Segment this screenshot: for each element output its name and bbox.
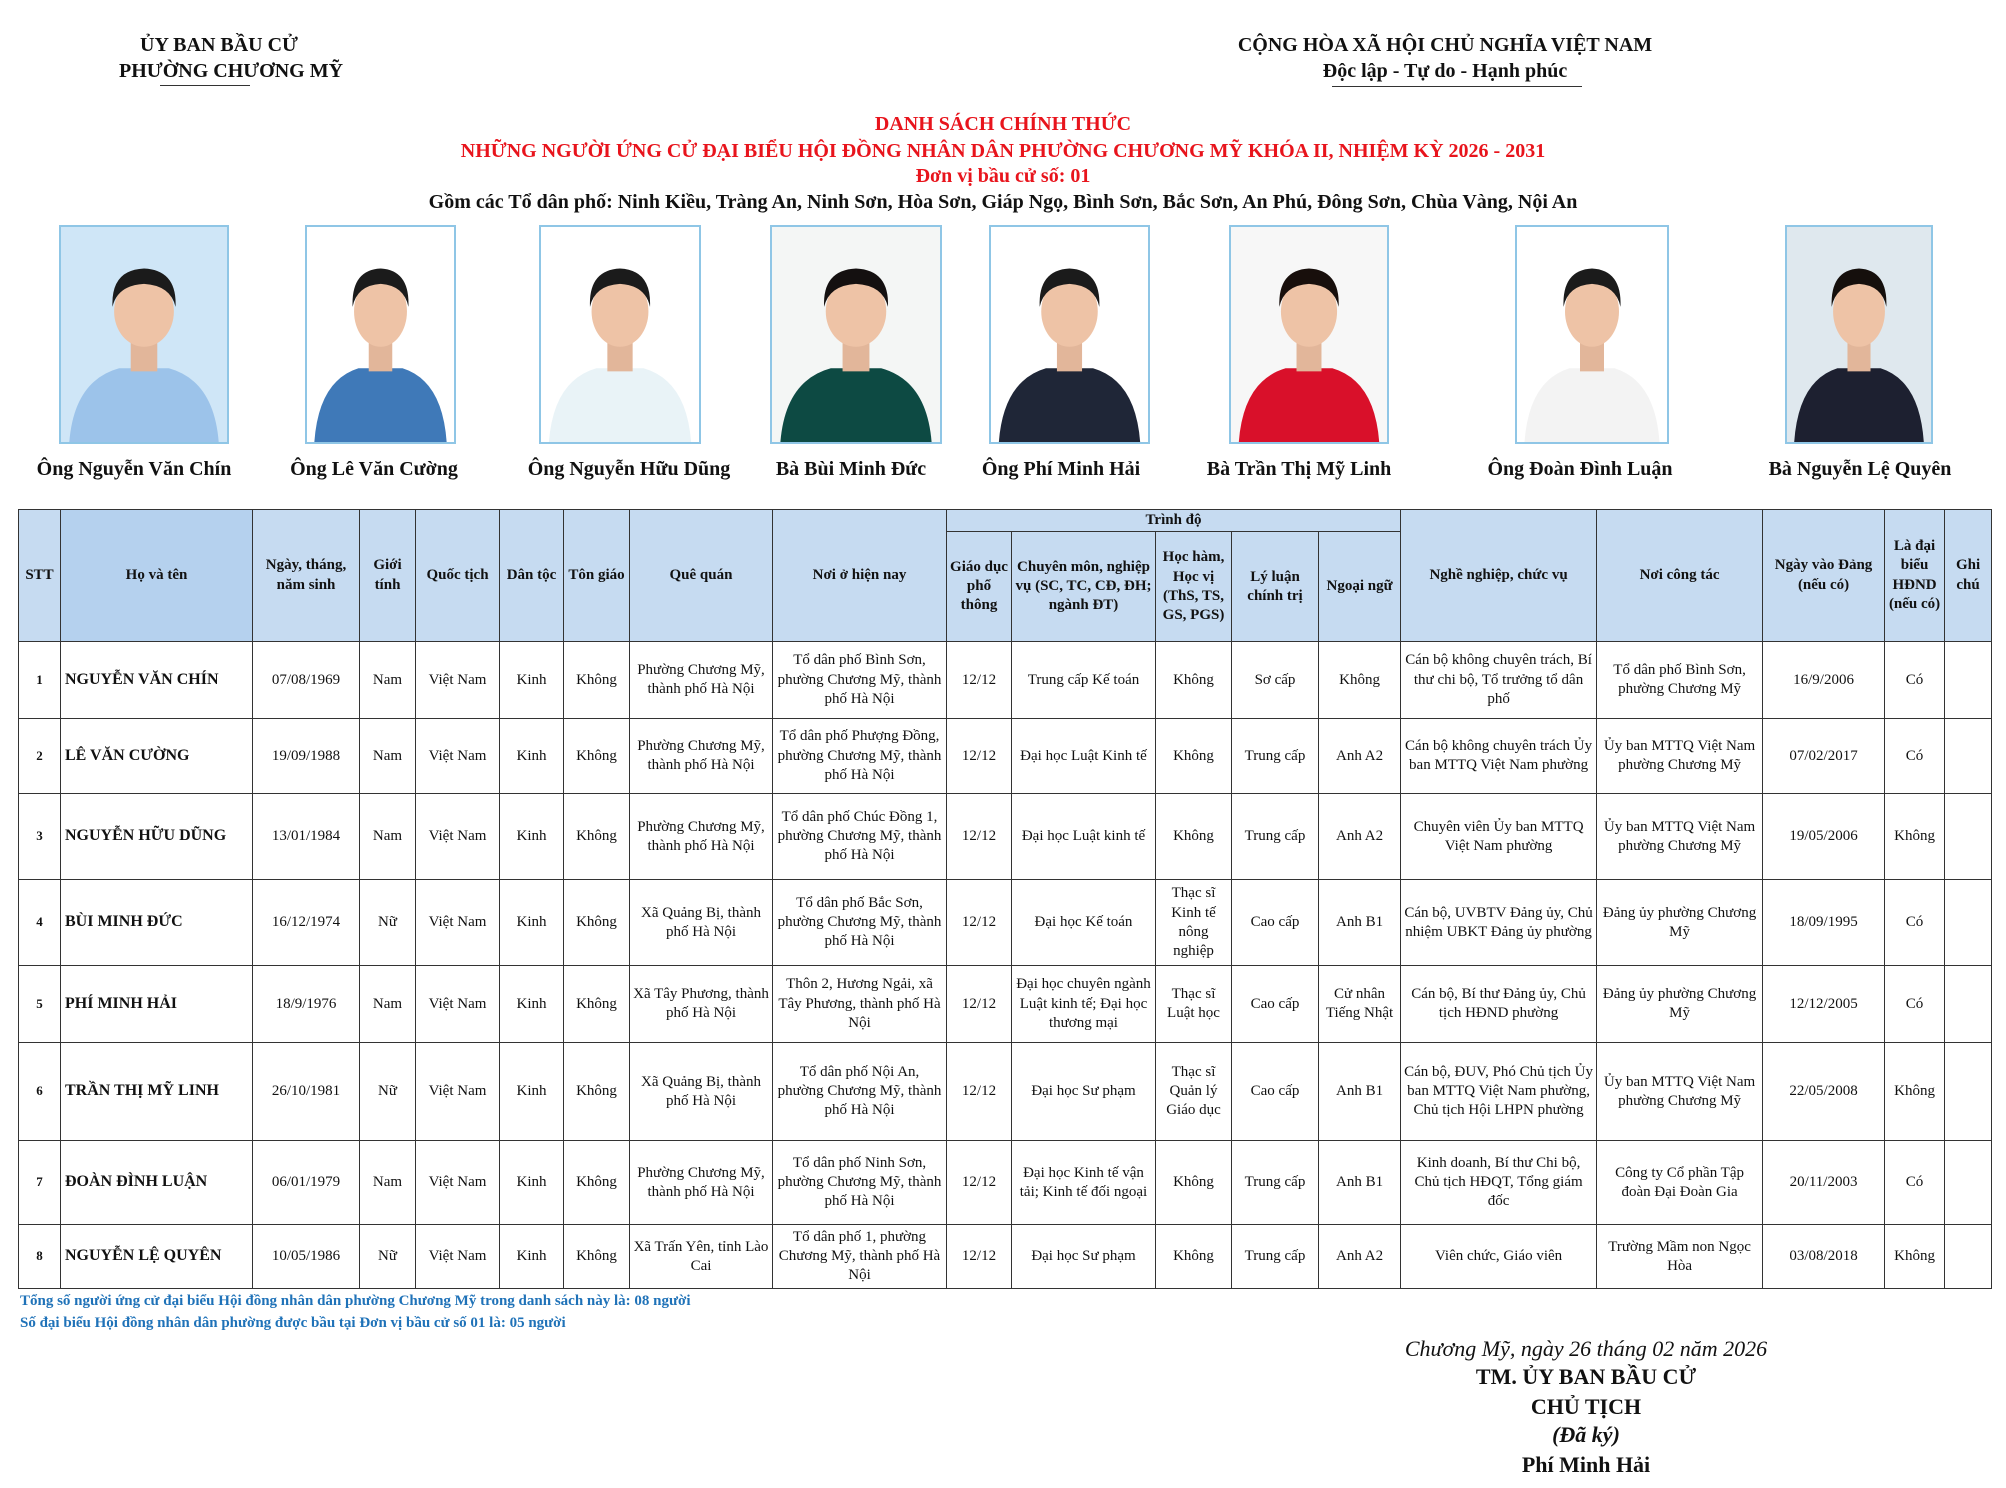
col-hometown: Quê quán — [630, 510, 773, 642]
cell-note — [1945, 1141, 1992, 1225]
candidate-photo — [1229, 225, 1389, 444]
candidate-caption: Bà Nguyễn Lệ Quyên — [1768, 458, 1952, 480]
cell-is-delegate: Có — [1885, 966, 1945, 1043]
elected-count-note: Số đại biểu Hội đồng nhân dân phường được bầu tại Đơn vị bầu cử số 01 là: 05 người — [20, 1315, 566, 1331]
cell-degree: Không — [1156, 1141, 1232, 1225]
cell-residence: Tổ dân phố Chúc Đồng 1, phường Chương Mỹ, thành phố Hà Nội — [773, 794, 947, 880]
issuer-header — [119, 34, 344, 86]
cell-dob: 26/10/1981 — [253, 1043, 360, 1141]
table-row — [19, 1225, 1992, 1289]
cell-stt: 5 — [19, 966, 61, 1043]
person-portrait-icon — [1787, 227, 1931, 442]
candidate-table — [18, 509, 1992, 1289]
cell-is-delegate: Không — [1885, 1043, 1945, 1141]
cell-residence: Tổ dân phố Bình Sơn, phường Chương Mỹ, thành phố Hà Nội — [773, 642, 947, 719]
cell-language: Anh B1 — [1319, 1043, 1401, 1141]
cell-hometown: Phường Chương Mỹ, thành phố Hà Nội — [630, 642, 773, 719]
cell-politics: Cao cấp — [1232, 966, 1319, 1043]
candidate-photo — [59, 225, 229, 444]
candidate-photo — [770, 225, 942, 444]
doc-subtitle: NHỮNG NGƯỜI ỨNG CỬ ĐẠI BIỂU HỘI ĐỒNG NHÂN DÂN PHƯỜNG CHƯƠNG MỸ KHÓA II, NHIỆM KỲ 2026 - 2031 — [460, 140, 1546, 162]
cell-gender: Nam — [360, 794, 416, 880]
candidate-photo — [305, 225, 456, 444]
cell-specialty: Đại học Luật Kinh tế — [1012, 719, 1156, 794]
col-party-date: Ngày vào Đảng (nếu có) — [1763, 510, 1885, 642]
cell-politics: Sơ cấp — [1232, 642, 1319, 719]
cell-language: Anh B1 — [1319, 1141, 1401, 1225]
cell-party-date: 16/9/2006 — [1763, 642, 1885, 719]
cell-stt: 4 — [19, 880, 61, 966]
issuer-line1: ỦY BAN BẦU CỬ — [140, 34, 298, 56]
person-portrait-icon — [772, 227, 940, 442]
cell-general-edu: 12/12 — [947, 719, 1012, 794]
cell-language: Anh A2 — [1319, 794, 1401, 880]
col-specialty: Chuyên môn, nghiệp vụ (SC, TC, CĐ, ĐH; ngành ĐT) — [1012, 532, 1156, 642]
cell-residence: Tổ dân phố Phượng Đồng, phường Chương Mỹ, thành phố Hà Nội — [773, 719, 947, 794]
cell-note — [1945, 880, 1992, 966]
cell-is-delegate: Không — [1885, 794, 1945, 880]
table-body — [19, 642, 1992, 1289]
cell-occupation: Cán bộ, UVBTV Đảng ủy, Chủ nhiệm UBKT Đảng ủy phường — [1401, 880, 1597, 966]
candidate-caption: Ông Lê Văn Cường — [290, 458, 458, 480]
table-row — [19, 642, 1992, 719]
place-date: Chương Mỹ, ngày 26 tháng 02 năm 2026 — [1404, 1336, 1768, 1361]
candidate-caption: Ông Đoàn Đình Luận — [1487, 458, 1673, 480]
cell-degree: Thạc sĩ Kinh tế nông nghiệp — [1156, 880, 1232, 966]
motto: Độc lập - Tự do - Hạnh phúc — [1322, 60, 1568, 82]
cell-ethnicity: Kinh — [500, 719, 564, 794]
person-portrait-icon — [1517, 227, 1667, 442]
cell-party-date: 12/12/2005 — [1763, 966, 1885, 1043]
cell-nationality: Việt Nam — [416, 966, 500, 1043]
table-row — [19, 1141, 1992, 1225]
cell-workplace: Đảng ủy phường Chương Mỹ — [1597, 880, 1763, 966]
cell-stt: 1 — [19, 642, 61, 719]
neighborhoods: Gồm các Tổ dân phố: Ninh Kiều, Tràng An, Ninh Sơn, Hòa Sơn, Giáp Ngọ, Bình Sơn, Bắc Sơn, An Phú, Đông Sơn, Chùa Vàng, Nội An — [428, 191, 1578, 213]
cell-dob: 10/05/1986 — [253, 1225, 360, 1289]
cell-dob: 07/08/1969 — [253, 642, 360, 719]
col-note: Ghi chú — [1945, 510, 1992, 642]
cell-degree: Không — [1156, 1225, 1232, 1289]
cell-stt: 7 — [19, 1141, 61, 1225]
cell-party-date: 03/08/2018 — [1763, 1225, 1885, 1289]
cell-nationality: Việt Nam — [416, 1141, 500, 1225]
cell-dob: 06/01/1979 — [253, 1141, 360, 1225]
cell-nationality: Việt Nam — [416, 642, 500, 719]
candidate-caption: Bà Bùi Minh Đức — [775, 458, 927, 480]
cell-workplace: Ủy ban MTTQ Việt Nam phường Chương Mỹ — [1597, 1043, 1763, 1141]
candidate-caption: Bà Trần Thị Mỹ Linh — [1206, 458, 1392, 480]
cell-gender: Nam — [360, 1141, 416, 1225]
cell-name: NGUYỄN LỆ QUYÊN — [61, 1225, 253, 1289]
cell-note — [1945, 1225, 1992, 1289]
cell-is-delegate: Có — [1885, 642, 1945, 719]
candidate-photo — [989, 225, 1150, 444]
cell-name: TRẦN THỊ MỸ LINH — [61, 1043, 253, 1141]
cell-nationality: Việt Nam — [416, 794, 500, 880]
cell-party-date: 20/11/2003 — [1763, 1141, 1885, 1225]
cell-residence: Tổ dân phố 1, phường Chương Mỹ, thành phố Hà Nội — [773, 1225, 947, 1289]
cell-hometown: Phường Chương Mỹ, thành phố Hà Nội — [630, 1141, 773, 1225]
col-workplace: Nơi công tác — [1597, 510, 1763, 642]
col-ethnicity: Dân tộc — [500, 510, 564, 642]
cell-occupation: Viên chức, Giáo viên — [1401, 1225, 1597, 1289]
cell-degree: Không — [1156, 642, 1232, 719]
table-row — [19, 794, 1992, 880]
cell-occupation: Chuyên viên Ủy ban MTTQ Việt Nam phường — [1401, 794, 1597, 880]
cell-hometown: Phường Chương Mỹ, thành phố Hà Nội — [630, 794, 773, 880]
cell-religion: Không — [564, 880, 630, 966]
candidate-photo — [1785, 225, 1933, 444]
cell-note — [1945, 642, 1992, 719]
person-portrait-icon — [1231, 227, 1387, 442]
cell-workplace: Ủy ban MTTQ Việt Nam phường Chương Mỹ — [1597, 719, 1763, 794]
col-language: Ngoại ngữ — [1319, 532, 1401, 642]
cell-hometown: Xã Quảng Bị, thành phố Hà Nội — [630, 1043, 773, 1141]
cell-occupation: Cán bộ không chuyên trách, Bí thư chi bộ, Tổ trưởng tổ dân phố — [1401, 642, 1597, 719]
cell-politics: Cao cấp — [1232, 1043, 1319, 1141]
cell-occupation: Cán bộ không chuyên trách Ủy ban MTTQ Việt Nam phường — [1401, 719, 1597, 794]
col-dob: Ngày, tháng, năm sinh — [253, 510, 360, 642]
cell-politics: Trung cấp — [1232, 1225, 1319, 1289]
national-header — [1195, 34, 1695, 87]
cell-name: BÙI MINH ĐỨC — [61, 880, 253, 966]
col-occupation: Nghề nghiệp, chức vụ — [1401, 510, 1597, 642]
cell-occupation: Cán bộ, Bí thư Đảng ủy, Chủ tịch HĐND phường — [1401, 966, 1597, 1043]
cell-gender: Nữ — [360, 1225, 416, 1289]
cell-party-date: 07/02/2017 — [1763, 719, 1885, 794]
person-portrait-icon — [307, 227, 454, 442]
cell-general-edu: 12/12 — [947, 880, 1012, 966]
cell-gender: Nam — [360, 966, 416, 1043]
cell-politics: Trung cấp — [1232, 719, 1319, 794]
cell-specialty: Đại học Kế toán — [1012, 880, 1156, 966]
cell-gender: Nữ — [360, 1043, 416, 1141]
table-header — [19, 510, 1992, 642]
col-education-group: Trình độ — [947, 510, 1401, 532]
cell-name: NGUYỄN HỮU DŨNG — [61, 794, 253, 880]
signer-name: Phí Minh Hải — [1521, 1452, 1651, 1477]
cell-degree: Thạc sĩ Quản lý Giáo dục — [1156, 1043, 1232, 1141]
cell-general-edu: 12/12 — [947, 1043, 1012, 1141]
cell-is-delegate: Không — [1885, 1225, 1945, 1289]
cell-name: PHÍ MINH HẢI — [61, 966, 253, 1043]
cell-hometown: Xã Quảng Bị, thành phố Hà Nội — [630, 880, 773, 966]
col-general-edu: Giáo dục phổ thông — [947, 532, 1012, 642]
cell-specialty: Đại học Kinh tế vận tải; Kinh tế đối ngoại — [1012, 1141, 1156, 1225]
cell-religion: Không — [564, 794, 630, 880]
cell-ethnicity: Kinh — [500, 1225, 564, 1289]
cell-occupation: Cán bộ, ĐUV, Phó Chủ tịch Ủy ban MTTQ Việt Nam phường, Chủ tịch Hội LHPN phường — [1401, 1043, 1597, 1141]
col-nationality: Quốc tịch — [416, 510, 500, 642]
cell-language: Cử nhân Tiếng Nhật — [1319, 966, 1401, 1043]
cell-residence: Tổ dân phố Bắc Sơn, phường Chương Mỹ, thành phố Hà Nội — [773, 880, 947, 966]
cell-ethnicity: Kinh — [500, 880, 564, 966]
cell-general-edu: 12/12 — [947, 794, 1012, 880]
person-portrait-icon — [991, 227, 1148, 442]
divider — [1332, 86, 1582, 87]
cell-ethnicity: Kinh — [500, 966, 564, 1043]
cell-occupation: Kinh doanh, Bí thư Chi bộ, Chủ tịch HĐQT, Tổng giám đốc — [1401, 1141, 1597, 1225]
cell-note — [1945, 719, 1992, 794]
col-residence: Nơi ở hiện nay — [773, 510, 947, 642]
cell-religion: Không — [564, 1043, 630, 1141]
cell-dob: 16/12/1974 — [253, 880, 360, 966]
candidate-photo — [539, 225, 701, 444]
col-is-delegate: Là đại biểu HĐND (nếu có) — [1885, 510, 1945, 642]
col-name: Họ và tên — [61, 510, 253, 642]
col-religion: Tôn giáo — [564, 510, 630, 642]
cell-religion: Không — [564, 642, 630, 719]
cell-party-date: 18/09/1995 — [1763, 880, 1885, 966]
cell-workplace: Tổ dân phố Bình Sơn, phường Chương Mỹ — [1597, 642, 1763, 719]
cell-specialty: Trung cấp Kế toán — [1012, 642, 1156, 719]
person-portrait-icon — [61, 227, 227, 442]
cell-nationality: Việt Nam — [416, 719, 500, 794]
cell-specialty: Đại học chuyên ngành Luật kinh tế; Đại học thương mại — [1012, 966, 1156, 1043]
cell-hometown: Xã Trấn Yên, tỉnh Lào Cai — [630, 1225, 773, 1289]
cell-nationality: Việt Nam — [416, 880, 500, 966]
cell-religion: Không — [564, 966, 630, 1043]
cell-dob: 19/09/1988 — [253, 719, 360, 794]
cell-residence: Tổ dân phố Nội An, phường Chương Mỹ, thành phố Hà Nội — [773, 1043, 947, 1141]
cell-is-delegate: Có — [1885, 719, 1945, 794]
cell-language: Anh A2 — [1319, 1225, 1401, 1289]
cell-note — [1945, 966, 1992, 1043]
electoral-unit: Đơn vị bầu cử số: 01 — [915, 165, 1091, 187]
cell-religion: Không — [564, 1141, 630, 1225]
cell-hometown: Xã Tây Phương, thành phố Hà Nội — [630, 966, 773, 1043]
cell-stt: 6 — [19, 1043, 61, 1141]
cell-name: LÊ VĂN CƯỜNG — [61, 719, 253, 794]
table-row — [19, 966, 1992, 1043]
cell-gender: Nam — [360, 642, 416, 719]
cell-hometown: Phường Chương Mỹ, thành phố Hà Nội — [630, 719, 773, 794]
signed-mark: (Đã ký) — [1552, 1422, 1620, 1447]
cell-is-delegate: Có — [1885, 1141, 1945, 1225]
cell-degree: Không — [1156, 719, 1232, 794]
cell-politics: Trung cấp — [1232, 1141, 1319, 1225]
cell-ethnicity: Kinh — [500, 1043, 564, 1141]
cell-degree: Không — [1156, 794, 1232, 880]
cell-residence: Thôn 2, Hương Ngải, xã Tây Phương, thành phố Hà Nội — [773, 966, 947, 1043]
table-row — [19, 880, 1992, 966]
cell-gender: Nam — [360, 719, 416, 794]
cell-nationality: Việt Nam — [416, 1225, 500, 1289]
cell-specialty: Đại học Luật kinh tế — [1012, 794, 1156, 880]
cell-party-date: 19/05/2006 — [1763, 794, 1885, 880]
cell-language: Anh B1 — [1319, 880, 1401, 966]
national-line1: CỘNG HÒA XÃ HỘI CHỦ NGHĨA VIỆT NAM — [1237, 34, 1653, 56]
cell-stt: 2 — [19, 719, 61, 794]
cell-note — [1945, 794, 1992, 880]
col-degree: Học hàm, Học vị (ThS, TS, GS, PGS) — [1156, 532, 1232, 642]
signer-org: TM. ỦY BAN BẦU CỬ — [1475, 1364, 1697, 1389]
table-row — [19, 719, 1992, 794]
cell-religion: Không — [564, 719, 630, 794]
cell-ethnicity: Kinh — [500, 794, 564, 880]
cell-general-edu: 12/12 — [947, 966, 1012, 1043]
cell-is-delegate: Có — [1885, 880, 1945, 966]
cell-dob: 13/01/1984 — [253, 794, 360, 880]
cell-nationality: Việt Nam — [416, 1043, 500, 1141]
cell-residence: Tổ dân phố Ninh Sơn, phường Chương Mỹ, thành phố Hà Nội — [773, 1141, 947, 1225]
col-stt: STT — [19, 510, 61, 642]
cell-workplace: Ủy ban MTTQ Việt Nam phường Chương Mỹ — [1597, 794, 1763, 880]
cell-general-edu: 12/12 — [947, 1141, 1012, 1225]
cell-language: Không — [1319, 642, 1401, 719]
cell-name: ĐOÀN ĐÌNH LUẬN — [61, 1141, 253, 1225]
doc-title: DANH SÁCH CHÍNH THỨC — [874, 113, 1132, 135]
cell-stt: 8 — [19, 1225, 61, 1289]
person-portrait-icon — [541, 227, 699, 442]
cell-stt: 3 — [19, 794, 61, 880]
divider — [160, 85, 250, 86]
cell-specialty: Đại học Sư phạm — [1012, 1043, 1156, 1141]
signer-role: CHỦ TỊCH — [1530, 1394, 1642, 1419]
cell-general-edu: 12/12 — [947, 1225, 1012, 1289]
total-candidates-note: Tổng số người ứng cử đại biểu Hội đồng nhân dân phường Chương Mỹ trong danh sách này là: 08 người — [20, 1293, 691, 1309]
cell-workplace: Đảng ủy phường Chương Mỹ — [1597, 966, 1763, 1043]
cell-note — [1945, 1043, 1992, 1141]
cell-ethnicity: Kinh — [500, 642, 564, 719]
candidate-caption: Ông Nguyễn Hữu Dũng — [527, 458, 731, 480]
cell-specialty: Đại học Sư phạm — [1012, 1225, 1156, 1289]
cell-gender: Nữ — [360, 880, 416, 966]
candidate-photo — [1515, 225, 1669, 444]
table-row — [19, 1043, 1992, 1141]
cell-workplace: Trường Mầm non Ngọc Hòa — [1597, 1225, 1763, 1289]
cell-politics: Trung cấp — [1232, 794, 1319, 880]
candidate-caption: Ông Phí Minh Hải — [981, 458, 1141, 480]
candidate-caption: Ông Nguyễn Văn Chín — [36, 458, 232, 480]
cell-name: NGUYỄN VĂN CHÍN — [61, 642, 253, 719]
cell-language: Anh A2 — [1319, 719, 1401, 794]
cell-workplace: Công ty Cổ phần Tập đoàn Đại Đoàn Gia — [1597, 1141, 1763, 1225]
col-politics: Lý luận chính trị — [1232, 532, 1319, 642]
cell-general-edu: 12/12 — [947, 642, 1012, 719]
issuer-line2: PHƯỜNG CHƯƠNG MỸ — [119, 60, 344, 82]
cell-dob: 18/9/1976 — [253, 966, 360, 1043]
cell-party-date: 22/05/2008 — [1763, 1043, 1885, 1141]
cell-ethnicity: Kinh — [500, 1141, 564, 1225]
col-gender: Giới tính — [360, 510, 416, 642]
cell-politics: Cao cấp — [1232, 880, 1319, 966]
cell-degree: Thạc sĩ Luật học — [1156, 966, 1232, 1043]
cell-religion: Không — [564, 1225, 630, 1289]
